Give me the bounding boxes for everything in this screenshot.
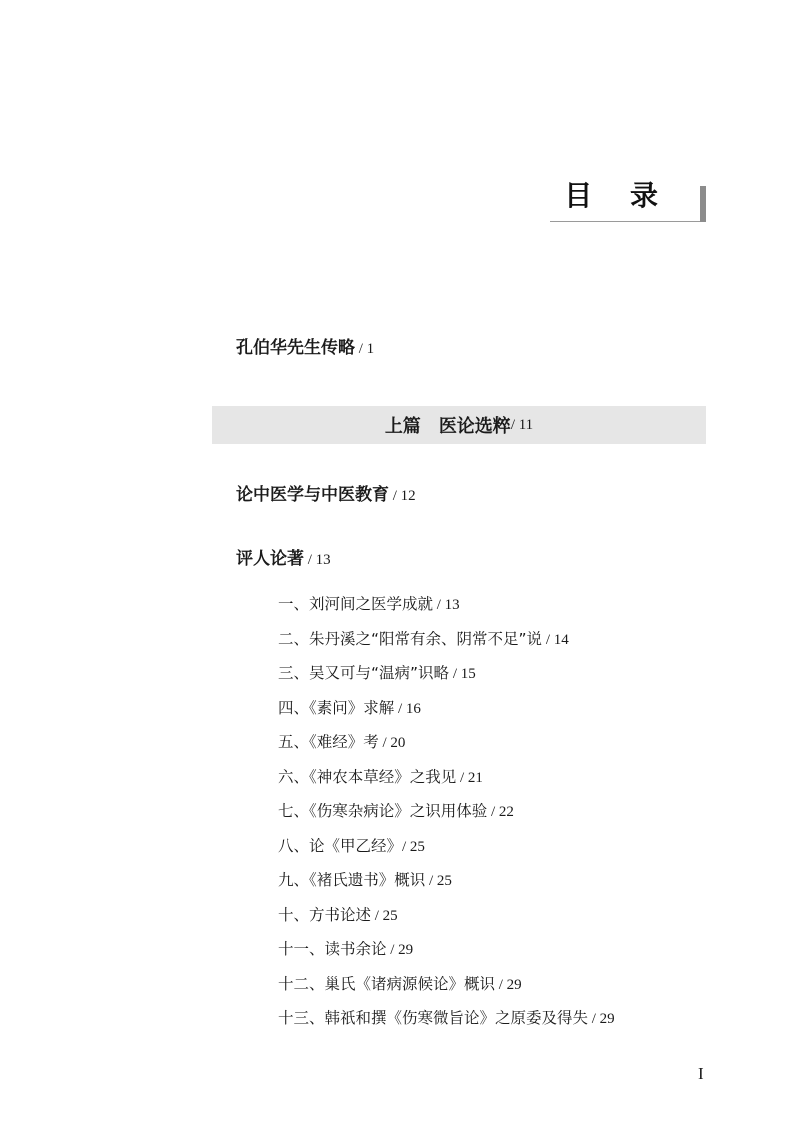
toc-sub-entry[interactable] — [278, 627, 569, 649]
toc-sub-entry[interactable] — [278, 937, 413, 959]
toc-sub-entry[interactable] — [278, 868, 452, 890]
toc-sub-label: 十二、巢氏《诸病源候论》概识 — [278, 975, 496, 993]
title-underline — [550, 221, 700, 222]
toc-entry-page: / 1 — [355, 341, 375, 357]
toc-sub-entry[interactable] — [278, 799, 514, 821]
toc-sub-label: 三、吴又可与“温病”识略 — [278, 664, 450, 682]
toc-sub-label: 五、《难经》考 — [278, 733, 379, 751]
toc-sub-page: / 21 — [456, 770, 483, 786]
toc-sub-label: 八、论《甲乙经》 — [278, 837, 403, 855]
toc-sub-page: / 22 — [487, 804, 514, 820]
toc-entry-label: 评人论著 — [236, 549, 304, 569]
toc-sub-entry[interactable] — [278, 592, 460, 614]
toc-sub-entry[interactable] — [278, 661, 476, 683]
toc-sub-label: 四、《素问》求解 — [278, 699, 395, 717]
toc-sub-label: 六、《神农本草经》之我见 — [278, 768, 457, 786]
section-title: 医论选粹 — [438, 416, 511, 437]
toc-sub-label: 九、《褚氏遗书》概识 — [278, 871, 426, 889]
page-folio: I — [698, 1064, 704, 1083]
toc-entry-page: / 13 — [304, 552, 331, 568]
section-name: 上篇 — [384, 416, 421, 437]
toc-sub-entry[interactable] — [278, 765, 483, 787]
toc-sub-label: 一、刘河间之医学成就 — [278, 595, 434, 613]
toc-sub-page: / 16 — [394, 701, 421, 717]
toc-sub-label: 七、《伤寒杂病论》之识用体验 — [278, 802, 488, 820]
toc-sub-entry[interactable] — [278, 696, 421, 718]
toc-sub-label: 十三、韩祇和撰《伤寒微旨论》之原委及得失 — [278, 1009, 589, 1027]
toc-entry-education[interactable] — [236, 480, 416, 505]
toc-title-block — [550, 168, 706, 222]
toc-entry-label: 孔伯华先生传略 — [236, 338, 355, 358]
toc-sub-page: / 29 — [588, 1011, 615, 1027]
toc-sub-page: / 25 — [425, 873, 452, 889]
toc-sub-label: 十、方书论述 — [278, 906, 372, 924]
section-heading-band[interactable] — [212, 406, 706, 444]
toc-sub-entry[interactable] — [278, 972, 522, 994]
toc-sub-page: / 25 — [402, 839, 425, 855]
toc-sub-page: / 13 — [433, 597, 460, 613]
toc-sub-page: / 14 — [542, 632, 569, 648]
toc-sub-entry[interactable] — [278, 1006, 615, 1028]
toc-sub-page: / 29 — [386, 942, 414, 958]
page-title: 目 录 — [564, 179, 672, 212]
title-accent-bar — [700, 186, 706, 222]
toc-sub-page: / 29 — [495, 977, 522, 993]
toc-entry-label: 论中医学与中医教育 — [236, 485, 389, 505]
toc-sub-page: / 25 — [371, 908, 398, 924]
section-page: / 11 — [510, 416, 534, 433]
toc-sub-entry[interactable] — [278, 730, 405, 752]
toc-sub-entry[interactable] — [278, 903, 398, 925]
toc-sub-label: 十一、读书余论 — [278, 940, 387, 958]
toc-entry-page: / 12 — [389, 488, 416, 504]
toc-sub-page: / 15 — [449, 666, 476, 682]
toc-sub-entry[interactable] — [278, 834, 425, 856]
toc-entry-biography[interactable] — [236, 333, 374, 358]
toc-sub-label: 二、朱丹溪之“阳常有余、阴常不足”说 — [278, 630, 543, 648]
toc-sub-page: / 20 — [378, 735, 406, 751]
toc-entry-reviews[interactable] — [236, 544, 331, 569]
